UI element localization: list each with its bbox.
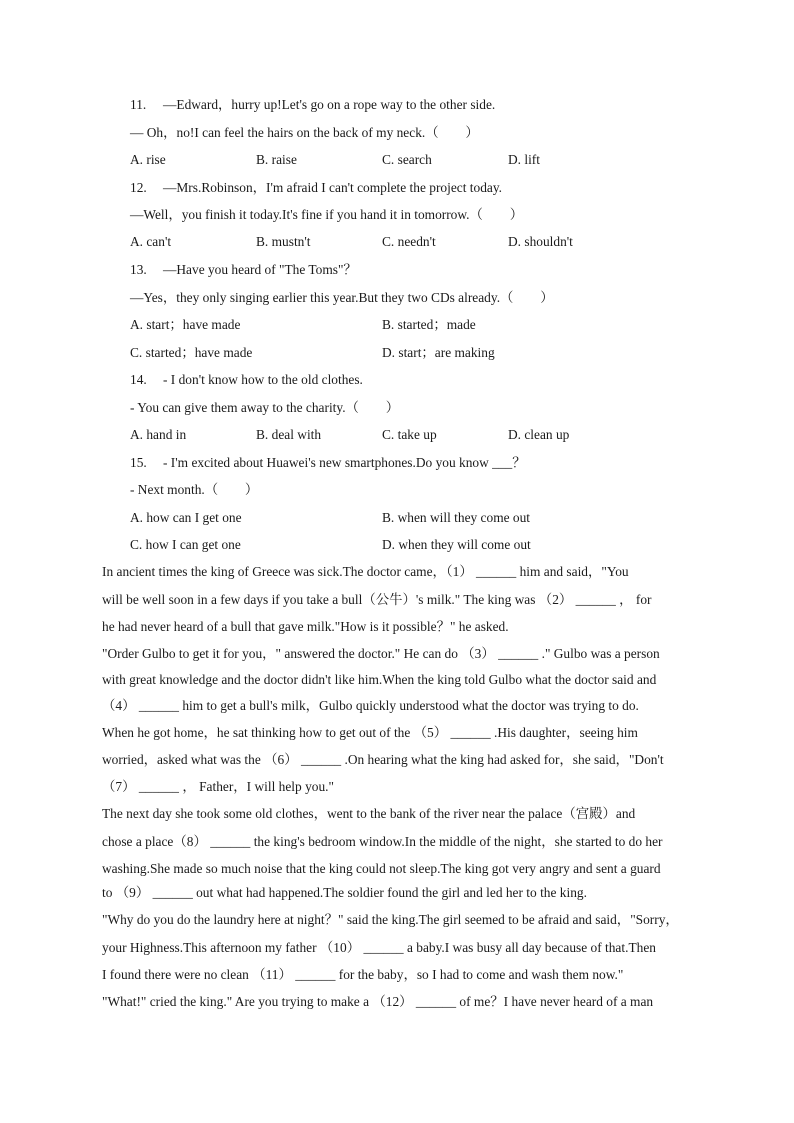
- option-a[interactable]: A. start；have made: [130, 317, 241, 332]
- question-12-stem: [130, 180, 502, 196]
- question-number: 15.: [130, 455, 147, 470]
- passage-line: your Highness.This afternoon my father （10） ______ a baby.I was busy all day because of that.Then: [102, 940, 656, 955]
- passage-line: chose a place（8） ______ the king's bedroom window.In the middle of the night，she started to do her: [102, 834, 663, 849]
- question-number: 11.: [130, 97, 147, 112]
- question-number: 14.: [130, 372, 147, 387]
- option-b[interactable]: B. raise: [256, 152, 297, 167]
- passage-line: The next day she took some old clothes，went to the bank of the river near the palace（宫殿）and: [102, 806, 636, 821]
- passage-line: （4） ______ him to get a bull's milk，Gulbo quickly understood what the doctor was trying to do.: [102, 698, 639, 713]
- passage-line: "What!" cried the king." Are you trying to make a （12） ______ of me？I have never heard of a man: [102, 994, 654, 1009]
- option-d[interactable]: D. shouldn't: [508, 234, 573, 249]
- option-c[interactable]: C. search: [382, 152, 432, 167]
- passage-line: he had never heard of a bull that gave milk."How is it possible？" he asked.: [102, 619, 509, 634]
- passage-line: will be well soon in a few days if you take a bull（公牛）'s milk." The king was （2） ______ ， for: [102, 592, 652, 607]
- passage-line: with great knowledge and the doctor didn't like him.When the king told Gulbo what the doctor said and: [102, 672, 657, 687]
- question-number: 13.: [130, 262, 147, 277]
- question-14-reply: - You can give them away to the charity.（ ）: [130, 400, 400, 415]
- question-number: 12.: [130, 180, 147, 195]
- question-text: —Edward，hurry up!Let's go on a rope way to the other side.: [163, 97, 496, 112]
- question-13-reply: —Yes，they only singing earlier this year.But they two CDs already.（ ）: [130, 290, 554, 305]
- option-d[interactable]: D. clean up: [508, 427, 570, 442]
- option-c[interactable]: C. take up: [382, 427, 437, 442]
- question-15-stem: [130, 455, 526, 471]
- option-c[interactable]: C. needn't: [382, 234, 436, 249]
- question-text: - I'm excited about Huawei's new smartphones.Do you know ___？: [163, 455, 526, 470]
- passage-line: to （9） ______ out what had happened.The soldier found the girl and led her to the king.: [102, 885, 587, 900]
- option-b[interactable]: B. deal with: [256, 427, 322, 442]
- question-text: —Have you heard of "The Toms"？: [163, 262, 357, 277]
- passage-line: I found there were no clean （11） ______ for the baby，so I had to come and wash them now.": [102, 967, 624, 982]
- question-text: - I don't know how to the old clothes.: [163, 372, 363, 387]
- option-a[interactable]: A. rise: [130, 152, 166, 167]
- option-b[interactable]: B. mustn't: [256, 234, 311, 249]
- question-13-stem: [130, 262, 357, 278]
- option-a[interactable]: A. can't: [130, 234, 172, 249]
- option-d[interactable]: D. start；are making: [382, 345, 495, 360]
- passage-line: "Why do you do the laundry here at night？" said the king.The girl seemed to be afraid and said，"Sorry，: [102, 912, 679, 927]
- question-14-stem: [130, 372, 363, 388]
- passage-line: "Order Gulbo to get it for you，" answered the doctor." He can do （3） ______ ." Gulbo was a person: [102, 646, 660, 661]
- passage-line: washing.She made so much noise that the king could not sleep.The king got very angry and sent a guard: [102, 861, 661, 876]
- passage-line: In ancient times the king of Greece was sick.The doctor came，（1） ______ him and said，"You: [102, 564, 629, 579]
- question-15-reply: - Next month.（ ）: [130, 482, 259, 497]
- question-text: —Mrs.Robinson，I'm afraid I can't complete the project today.: [163, 180, 503, 195]
- option-b[interactable]: B. started；made: [382, 317, 476, 332]
- passage-line: （7） ______ ， Father，I will help you.": [102, 779, 334, 794]
- option-c[interactable]: C. started；have made: [130, 345, 253, 360]
- question-11-reply: — Oh，no!I can feel the hairs on the back of my neck.（ ）: [130, 125, 479, 140]
- passage-line: When he got home，he sat thinking how to get out of the （5） ______ .His daughter，seeing him: [102, 725, 638, 740]
- option-d[interactable]: D. lift: [508, 152, 540, 167]
- question-12-reply: —Well，you finish it today.It's fine if you hand it in tomorrow.（ ）: [130, 207, 524, 222]
- question-11-stem: [130, 97, 495, 113]
- option-a[interactable]: A. how can I get one: [130, 510, 242, 525]
- passage-line: worried，asked what was the （6） ______ .On hearing what the king had asked for，she said，"Don't: [102, 752, 664, 767]
- option-d[interactable]: D. when they will come out: [382, 537, 531, 552]
- option-c[interactable]: C. how I can get one: [130, 537, 241, 552]
- option-a[interactable]: A. hand in: [130, 427, 187, 442]
- option-b[interactable]: B. when will they come out: [382, 510, 531, 525]
